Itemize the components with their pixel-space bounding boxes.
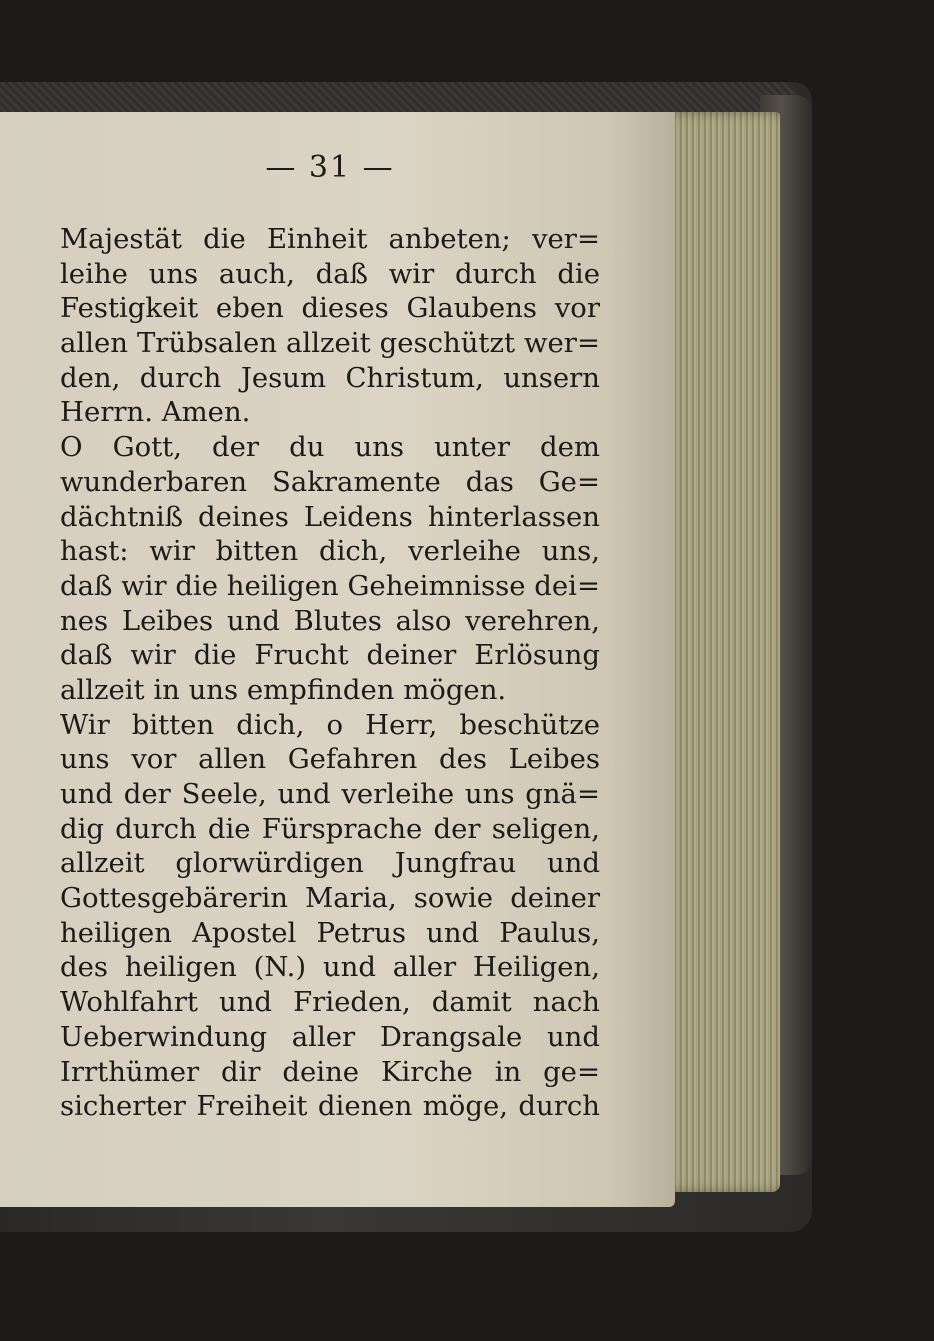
- text-line: Irrthümer dir deine Kirche in ge=: [60, 1055, 600, 1088]
- text-line: uns vor allen Gefahren des Leibes: [60, 743, 600, 776]
- text-line: Wohlfahrt und Frieden, damit nach: [60, 986, 600, 1019]
- text-line: daß wir die Frucht deiner Erlösung: [60, 639, 600, 672]
- text-line: daß wir die heiligen Geheimnisse dei=: [60, 569, 601, 602]
- text-line: Herrn. Amen.: [60, 396, 251, 429]
- text-line: hast: wir bitten dich, verleihe uns,: [60, 535, 600, 568]
- text-line: allzeit glorwürdigen Jungfrau und: [60, 847, 600, 880]
- text-line: leihe uns auch, daß wir durch die: [60, 257, 600, 290]
- page-fore-edge: [660, 112, 780, 1192]
- text-line: Wir bitten dich, o Herr, beschütze: [60, 708, 600, 741]
- text-line: nes Leibes und Blutes also verehren,: [60, 604, 600, 637]
- page-text: [60, 222, 600, 1124]
- text-line: allen Trübsalen allzeit geschützt wer=: [60, 327, 600, 360]
- text-line: Festigkeit eben dieses Glaubens vor: [60, 292, 600, 325]
- text-line: dig durch die Fürsprache der seligen,: [60, 812, 600, 845]
- text-line: Gottesgebärerin Maria, sowie deiner: [60, 882, 600, 915]
- text-line: Ueberwindung aller Drangsale und: [60, 1020, 600, 1053]
- text-line: des heiligen (N.) und aller Heiligen,: [60, 951, 600, 984]
- text-line: Majestät die Einheit anbeten; ver=: [60, 223, 600, 255]
- text-line: wunderbaren Sakramente das Ge=: [60, 465, 600, 498]
- text-line: den, durch Jesum Christum, unsern: [60, 361, 600, 394]
- text-line: sicherter Freiheit dienen möge, durch: [60, 1090, 600, 1123]
- page-number: — 31 —: [265, 150, 395, 185]
- text-line: dächtniß deines Leidens hinterlassen: [60, 500, 600, 533]
- text-line: allzeit in uns empfinden mögen.: [60, 673, 507, 706]
- text-line: O Gott, der du uns unter dem: [60, 431, 600, 464]
- text-line: heiligen Apostel Petrus und Paulus,: [60, 916, 600, 949]
- text-line: und der Seele, und verleihe uns gnä=: [60, 778, 600, 810]
